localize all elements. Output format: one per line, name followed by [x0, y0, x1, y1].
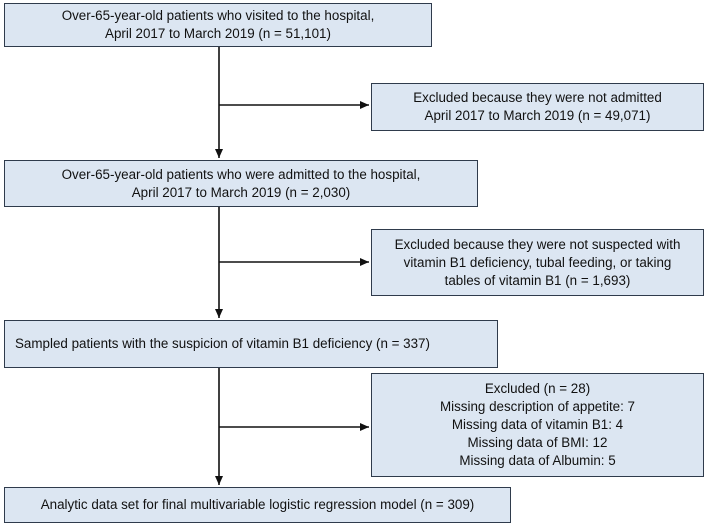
excl1-line-1: Excluded because they were not admitted — [413, 90, 662, 105]
box-sampled-patients — [4, 320, 498, 368]
box-visited-line-1: Over-65-year-old patients who visited to the hospital, — [61, 8, 375, 23]
excl1-line-2: April 2017 to March 2019 (n = 49,071) — [424, 108, 651, 123]
box-excluded-not-suspected — [371, 229, 704, 296]
excl3-line-1: Excluded (n = 28) — [484, 381, 591, 396]
excl3-line-5: Missing data of Albumin: 5 — [459, 453, 616, 468]
box-admitted-line-1: Over-65-year-old patients who were admitted to the hospital, — [61, 166, 421, 182]
excl2-line-2: vitamin B1 deficiency, tubal feeding, or taking — [403, 254, 672, 270]
box-excluded-missing-data — [371, 373, 704, 477]
excl3-line-4: Missing data of BMI: 12 — [467, 435, 608, 450]
box-visited-line-2: April 2017 to March 2019 (n = 51,101) — [105, 26, 331, 41]
excl3-line-3: Missing data of vitamin B1: 4 — [451, 417, 624, 432]
excl3-line-2: Missing description of appetite: 7 — [439, 399, 635, 414]
box-admitted-patients — [4, 160, 478, 207]
box-sampled-line-1: Sampled patients with the suspicion of vitamin B1 deficiency (n = 337) — [15, 336, 430, 351]
excl2-line-1: Excluded because they were not suspected with — [394, 236, 681, 252]
box-analytic-line-1: Analytic data set for final multivariable logistic regression model (n = 309) — [40, 497, 475, 512]
excl2-line-3: tables of vitamin B1 (n = 1,693) — [444, 272, 631, 288]
box-visited-patients — [4, 3, 432, 47]
box-excluded-not-admitted — [371, 83, 704, 131]
box-analytic-data-set — [4, 487, 511, 523]
box-admitted-line-2: April 2017 to March 2019 (n = 2,030) — [131, 184, 351, 200]
